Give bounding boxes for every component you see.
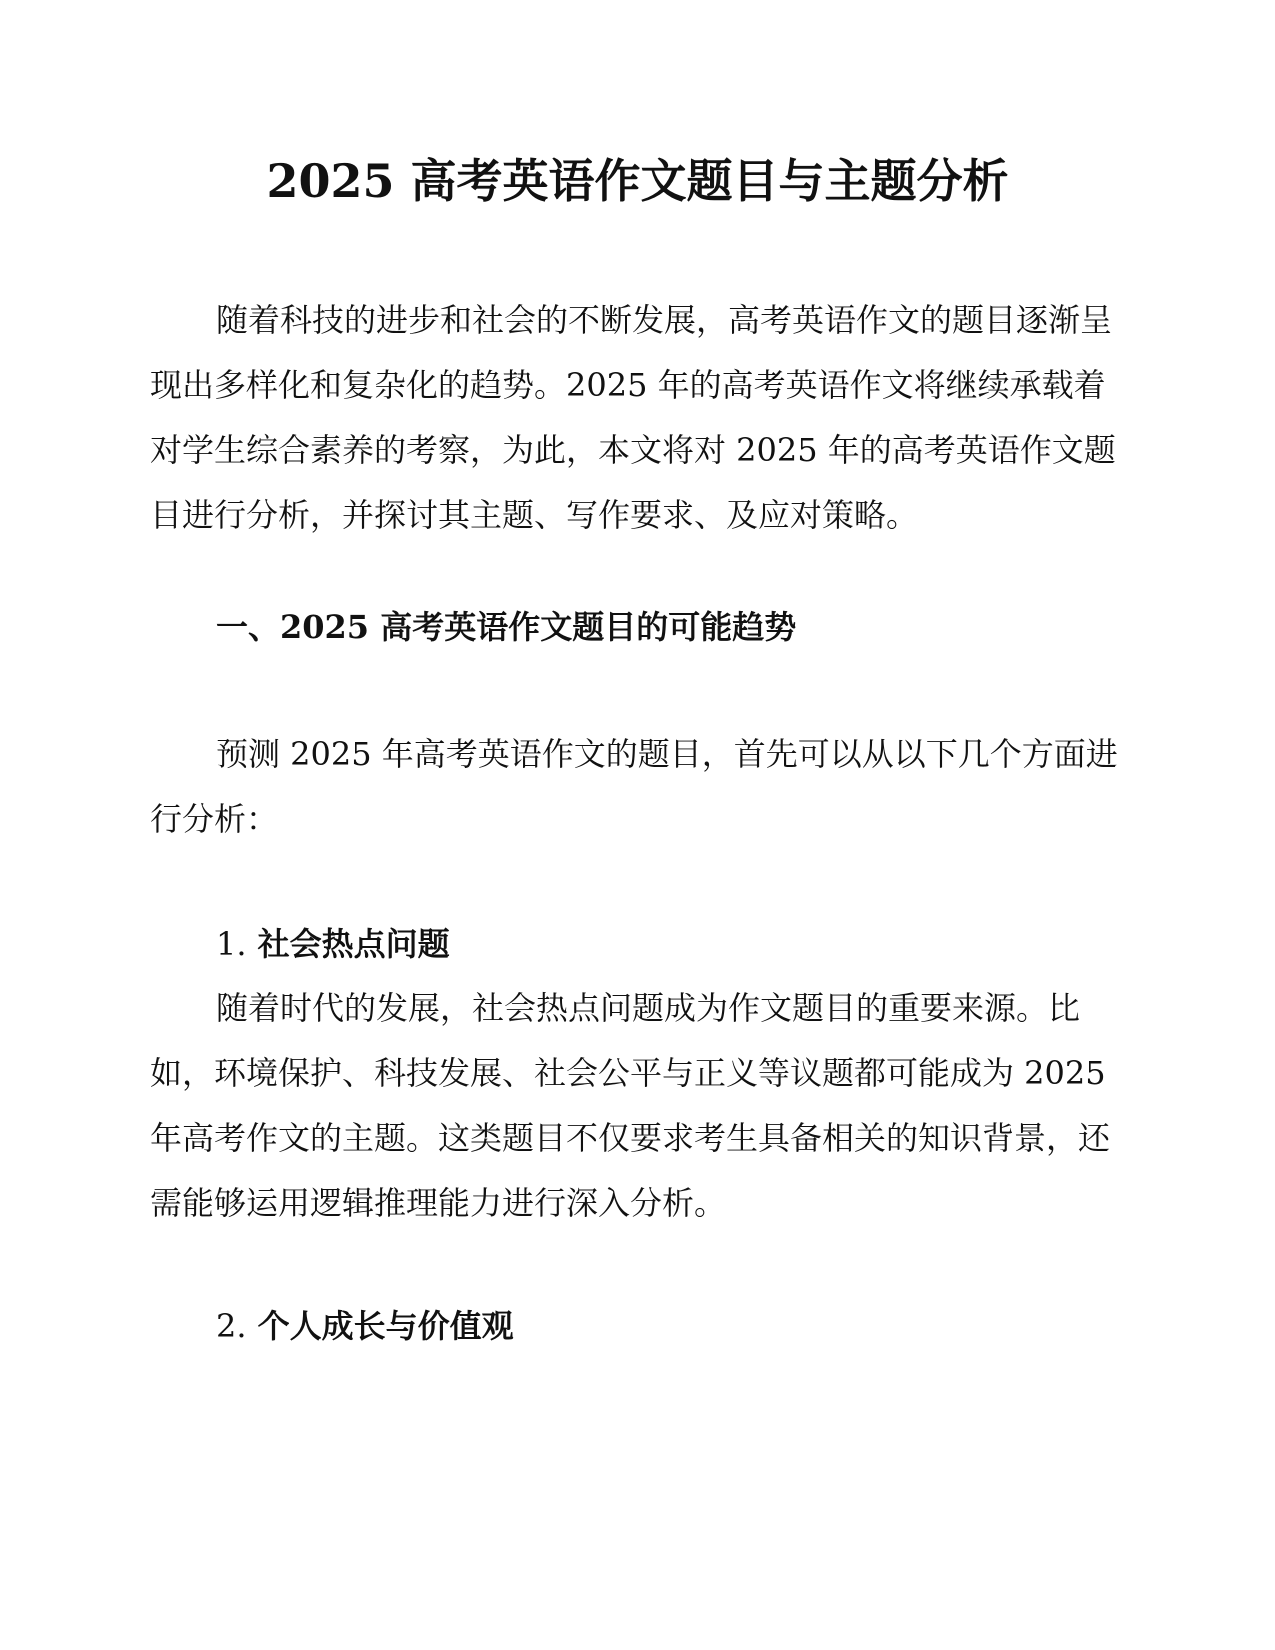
section-1-heading: 一、2025 高考英语作文题目的可能趋势 (216, 608, 797, 646)
intro-paragraph: 随着科技的进步和社会的不断发展，高考英语作文的题目逐渐呈现出多样化和复杂化的趋势。2025 年的高考英语作文将继续承载着对学生综合素养的考察，为此，本文将对 2025 年的高考英语作文题目进行分析，并探讨其主题、写作要求、及应对策略。 (150, 301, 1116, 534)
document-title: 2025 高考英语作文题目与主题分析 (266, 154, 1009, 208)
subsection-1-number: 1. (216, 925, 247, 963)
subsection-2-heading (216, 1294, 514, 1359)
subsection-2-title: 个人成长与价值观 (257, 1307, 514, 1345)
subsection-2-number: 2. (216, 1307, 247, 1345)
subsection-1-body: 随着时代的发展，社会热点问题成为作文题目的重要来源。比如，环境保护、科技发展、社会公平与正义等议题都可能成为 2025 年高考作文的主题。这类题目不仅要求考生具备相关的知识背景，还需能够运用逻辑推理能力进行深入分析。 (150, 989, 1111, 1222)
section-1-intro: 预测 2025 年高考英语作文的题目，首先可以从以下几个方面进行分析： (150, 735, 1118, 838)
subsection-1-title: 社会热点问题 (257, 925, 450, 963)
subsection-1-heading (216, 912, 450, 977)
